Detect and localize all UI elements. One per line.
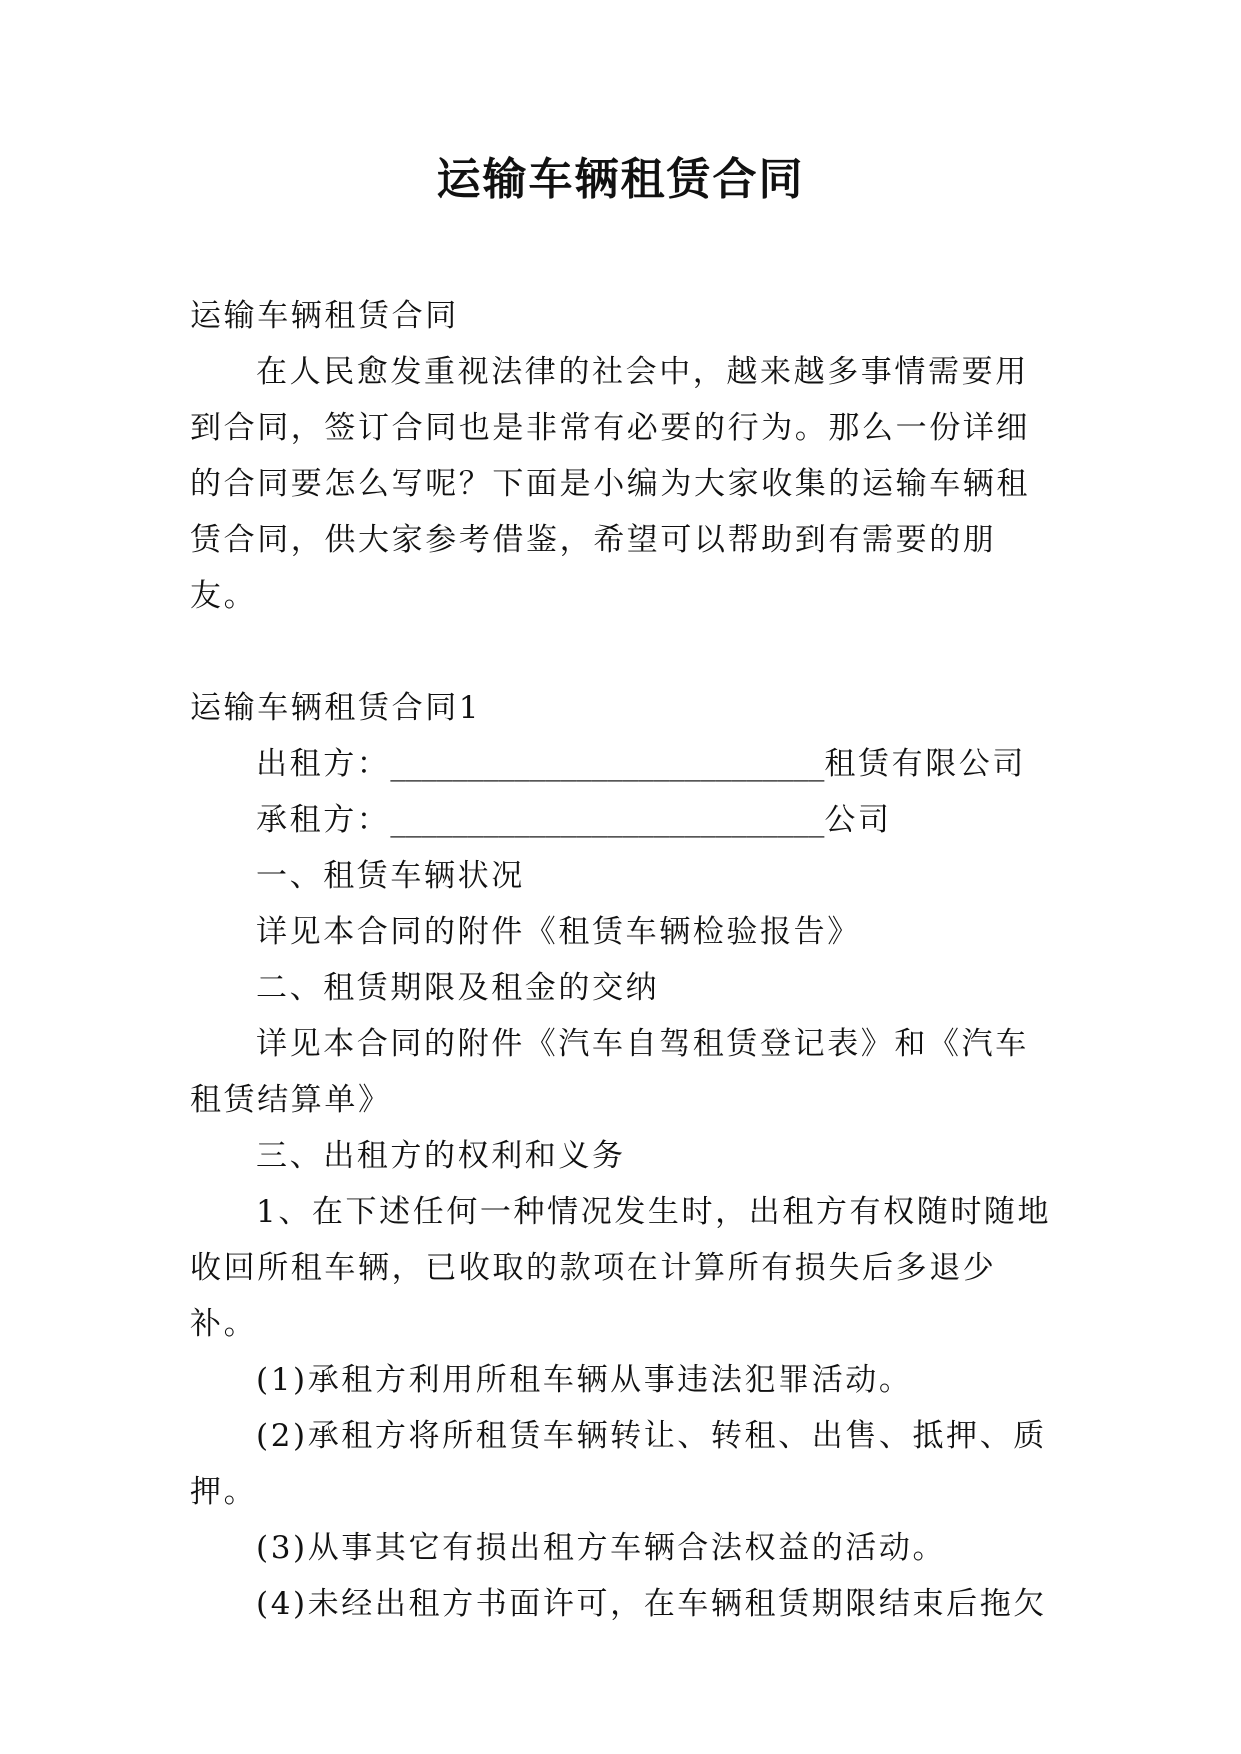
- intro-paragraph: 在人民愈发重视法律的社会中，越来越多事情需要用到合同，签订合同也是非常有必要的行为。那么一份详细的合同要怎么写呢？下面是小编为大家收集的运输车辆租赁合同，供大家参考借鉴，希望可以帮助到有需要的朋友。: [190, 354, 1030, 614]
- section-1-title: 一、租赁车辆状况: [256, 858, 525, 894]
- lessee-line: [190, 792, 1060, 848]
- lessor-blank: ____________________________: [390, 746, 825, 782]
- document-body: [190, 288, 1060, 1632]
- lessor-suffix: 租赁有限公司: [824, 746, 1027, 782]
- lessor-label: 出租方：: [256, 746, 391, 782]
- document-title: 运输车辆租赁合同: [436, 154, 805, 205]
- lessee-blank: ____________________________: [390, 802, 825, 838]
- contract-heading: 运输车辆租赁合同1: [190, 690, 482, 726]
- clause-1-item-4: (4)未经出租方书面许可，在车辆租赁期限结束后拖欠: [256, 1586, 1047, 1622]
- section-2-text: 详见本合同的附件《汽车自驾租赁登记表》和《汽车租赁结算单》: [190, 1026, 1029, 1118]
- lessor-line: [190, 736, 1060, 792]
- clause-1-item-2: (2)承租方将所租赁车辆转让、转租、出售、抵押、质押。: [190, 1418, 1047, 1510]
- lessee-suffix: 公司: [824, 802, 892, 838]
- clause-1-item-3: (3)从事其它有损出租方车辆合法权益的活动。: [256, 1530, 947, 1566]
- section-2-title: 二、租赁期限及租金的交纳: [256, 970, 660, 1006]
- lessee-label: 承租方：: [256, 802, 391, 838]
- clause-1-item-1: (1)承租方利用所租车辆从事违法犯罪活动。: [256, 1362, 913, 1398]
- clause-1: 1、在下述任何一种情况发生时，出租方有权随时随地收回所租车辆，已收取的款项在计算所有损失后多退少补。: [190, 1194, 1052, 1342]
- section-3-title: 三、出租方的权利和义务: [256, 1138, 626, 1174]
- section-1-text: 详见本合同的附件《租赁车辆检验报告》: [256, 914, 861, 950]
- intro-heading: 运输车辆租赁合同: [190, 298, 459, 334]
